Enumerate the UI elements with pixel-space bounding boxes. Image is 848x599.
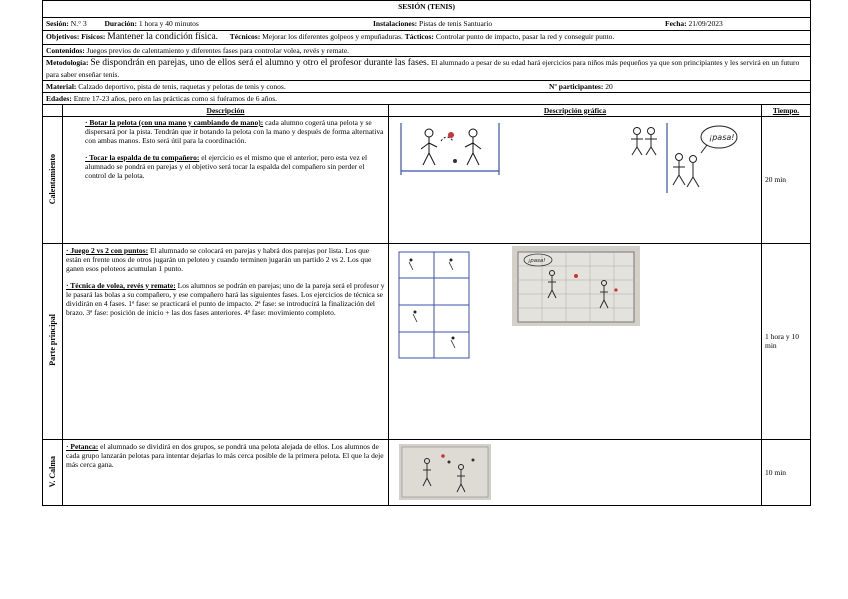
section-label: V. Calma [43,439,63,505]
fecha-value: 21/09/2023 [688,19,723,28]
material-label: Material: [46,81,77,91]
activity-title: · Petanca: [66,441,99,451]
objetivos-row [43,31,811,45]
activity-text: Los alumnos se podrán en parejas; uno de la pareja será el profesor y le pasará las bolas a su compañero, y ese compañero hará las siguientes fases. Los ejercicios de técnica se dividirán en 4 fases. 1ª fase: se practicará el punto de impacto. 2ª fase: se introducirá la finalización del brazo. 3ª fase: posición de inicio + las dos fases anteriores. 4ª fase: movimiento completo. [66,280,385,317]
metodologia-label: Metodología: [46,58,89,68]
meta-row [43,18,811,31]
section-description [63,116,389,243]
activity-item [66,442,385,469]
activity-text: cada alumno cogerá una pelota y se dispersará por la pista. Tendrán que ir botando la pelota con la mano y después de forma alternativa con ambas manos. Esto será útil para la coordinación. [85,117,384,145]
tacticos-label: Tácticos: [404,32,434,41]
section-graphic [389,243,762,439]
objetivos-label: Objetivos: Físicos: [46,32,106,41]
contenidos-label: Contenidos: [46,46,85,56]
petanca-photo [399,444,491,500]
session-sheet [42,0,810,506]
section-time: 1 hora y 10 min [762,243,811,439]
bounce-ball-sketch [395,121,505,177]
col-tiempo: Tiempo. [762,104,811,116]
main-bubble-text: ¡pasa! [528,257,546,264]
section-label: Calentamiento [43,116,63,243]
objetivos-fisicos: Mantener la condición física. [107,32,219,42]
section-label: Parte principal [43,243,63,439]
section-graphic [389,116,762,243]
edades-text: Entre 17-23 años, pero en las prácticas como si fuéramos de 6 años. [73,93,277,103]
section-graphic [389,439,762,505]
edades-label: Edades: [46,93,72,103]
activity-title: · Juego 2 vs 2 con puntos: [66,245,149,255]
page-title: SESIÓN (TENIS) [43,1,811,18]
contenidos-row [43,45,811,57]
instalaciones-value: Pistas de tenis Santuario [419,19,493,28]
section-calentamiento [43,116,811,243]
section-time: 10 min [762,439,811,505]
warmup-bubble-text: ¡pasa! [709,132,735,142]
section-description [63,439,389,505]
fecha-label: Fecha: [665,19,687,28]
section-description [63,243,389,439]
court-2vs2-sketch [395,248,473,362]
metodologia-rest: El alumnado a pesar de su edad hará ejercicios para niños más pequeños ya que son principiantes y les servirá en un futuro para saber enseñar tenis. [46,58,800,79]
duracion-value: 1 hora y 40 minutos [138,19,199,28]
session-table [42,0,811,506]
participantes-label: Nº participantes: [549,81,604,91]
activity-item [66,246,385,273]
back-touch-sketch [621,119,741,197]
activity-text: El alumnado se colocará en parejas y habrá dos parejas por lista. Los que están en frente unos de otros jugarán un peloteo y cuando terminen jugarán un partido 2 vs 2. Los que ganen esos peloteos acumulan 1 punto. [66,245,372,273]
objetivos-tacticos: Controlar punto de impacto, pasar la red y conseguir punto. [435,32,615,41]
section-parte-principal [43,243,811,439]
activity-title: · Tocar la espalda de tu compañero: [85,152,200,162]
activity-title: · Botar la pelota (con una mano y cambiando de mano): [85,117,264,127]
edades-row [43,92,811,104]
col-grafica: Descripción gráfica [389,104,762,116]
participantes-value: 20 [605,81,613,91]
activity-item [85,118,385,145]
objetivos-tecnicos: Mejorar los diferentes golpeos y empuñaduras. [262,32,403,41]
section-vuelta-calma [43,439,811,505]
sesion-value: N.° 3 [70,19,87,28]
metodologia-row [43,57,811,80]
instalaciones-label: Instalaciones: [373,19,418,28]
section-time: 20 min [762,116,811,243]
activity-title: · Técnica de volea, revés y remate: [66,280,176,290]
activity-text: el alumnado se dividirá en dos grupos, se pondrá una pelota alejada de ellos. Los alumnos de cada grupo lanzarán pelotas para intentar dejarlas lo más cerca posible de la primera pelota. El que la deje más cerca gana. [66,441,384,469]
material-row [43,80,811,92]
activity-item [66,281,385,317]
activity-text: el ejercicio es el mismo que el anterior, pero esta vez el alumnado se pondrá en parejas y el objetivo será tocar la espalda del compañero sin perder el control de la pelota. [85,152,368,180]
header-spacer [43,104,63,116]
duracion-label: Duración: [104,19,137,28]
col-descripcion: Descripción [63,104,389,116]
sesion-label: Sesión: [46,19,69,28]
activity-item [85,153,385,180]
contenidos-text: Juegos previos de calentamiento y diferentes fases para controlar volea, revés y remate. [86,46,350,56]
metodologia-lead: Se dispondrán en parejas, uno de ellos será el alumno y otro el profesor durante las fases. [90,58,430,69]
material-text: Calzado deportivo, pista de tenis, raquetas y pelotas de tenis y conos. [78,81,286,91]
volley-technique-photo [512,246,640,326]
tecnicos-label: Técnicos: [229,32,261,41]
